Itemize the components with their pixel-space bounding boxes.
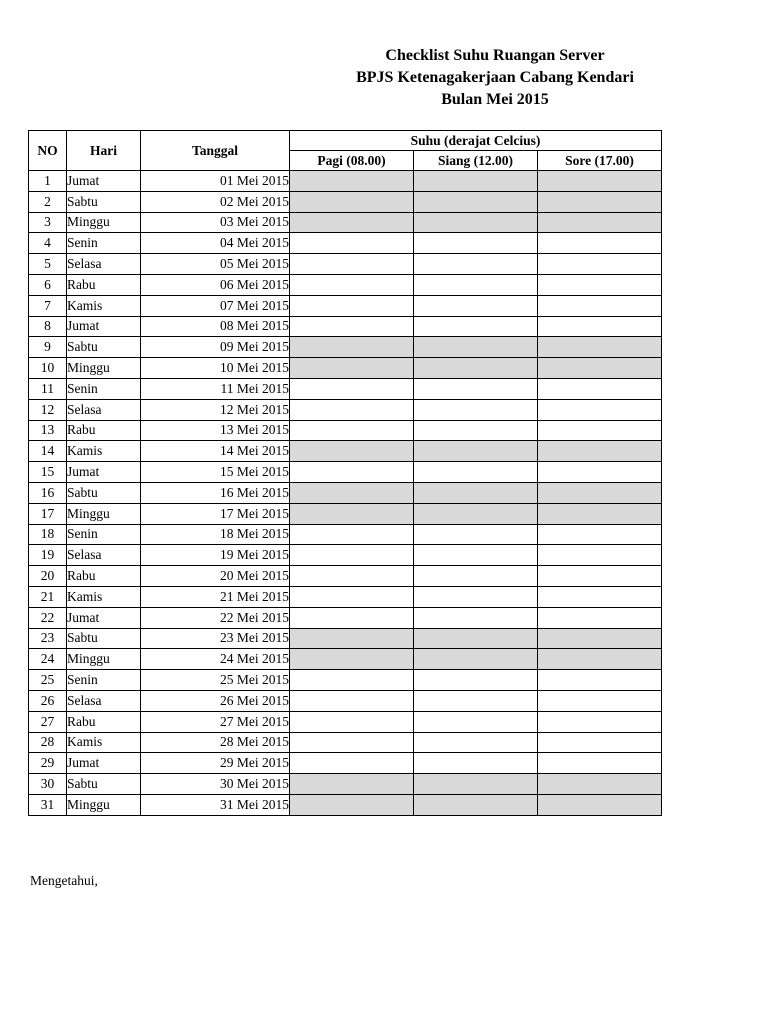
row-number: 15 [29,462,67,483]
temperature-cell-evening[interactable] [538,316,662,337]
row-number: 30 [29,774,67,795]
table-row [29,191,662,212]
row-day: Jumat [67,171,141,192]
row-number: 9 [29,337,67,358]
row-number: 28 [29,732,67,753]
row-date: 02 Mei 2015 [141,191,290,212]
temperature-cell-evening[interactable] [538,545,662,566]
row-date: 07 Mei 2015 [141,295,290,316]
temperature-cell-evening[interactable] [538,378,662,399]
table-row [29,586,662,607]
table-row [29,212,662,233]
row-number: 5 [29,254,67,275]
row-date: 09 Mei 2015 [141,337,290,358]
row-date: 30 Mei 2015 [141,774,290,795]
table-row [29,607,662,628]
temperature-cell-evening[interactable] [538,503,662,524]
temperature-cell-morning[interactable] [290,670,414,691]
row-date: 05 Mei 2015 [141,254,290,275]
row-day: Sabtu [67,337,141,358]
table-row [29,233,662,254]
temperature-cell-noon[interactable] [414,628,538,649]
row-date: 01 Mei 2015 [141,171,290,192]
temperature-cell-morning[interactable] [290,774,414,795]
temperature-cell-evening[interactable] [538,794,662,815]
row-date: 13 Mei 2015 [141,420,290,441]
row-number: 22 [29,607,67,628]
row-date: 29 Mei 2015 [141,753,290,774]
row-day: Selasa [67,254,141,275]
temperature-cell-morning[interactable] [290,524,414,545]
table-body [29,171,662,816]
row-date: 25 Mei 2015 [141,670,290,691]
row-date: 22 Mei 2015 [141,607,290,628]
table-row [29,378,662,399]
temperature-cell-evening[interactable] [538,566,662,587]
table-row [29,358,662,379]
temperature-cell-morning[interactable] [290,274,414,295]
temperature-cell-noon[interactable] [414,441,538,462]
row-number: 10 [29,358,67,379]
temperature-cell-evening[interactable] [538,628,662,649]
table-row [29,254,662,275]
row-date: 04 Mei 2015 [141,233,290,254]
table-row [29,524,662,545]
temperature-cell-noon[interactable] [414,524,538,545]
table-row [29,670,662,691]
row-number: 8 [29,316,67,337]
temperature-cell-morning[interactable] [290,171,414,192]
temperature-cell-evening[interactable] [538,337,662,358]
temperature-cell-evening[interactable] [538,774,662,795]
temperature-cell-noon[interactable] [414,399,538,420]
row-number: 17 [29,503,67,524]
row-day: Sabtu [67,628,141,649]
column-header-date: Tanggal [141,131,290,171]
temperature-cell-morning[interactable] [290,545,414,566]
column-group-temperature: Suhu (derajat Celcius) [290,131,662,151]
row-number: 14 [29,441,67,462]
temperature-cell-noon[interactable] [414,378,538,399]
temperature-cell-evening[interactable] [538,670,662,691]
row-date: 14 Mei 2015 [141,441,290,462]
table-row [29,503,662,524]
temperature-cell-morning[interactable] [290,441,414,462]
temperature-cell-morning[interactable] [290,482,414,503]
temperature-cell-evening[interactable] [538,482,662,503]
temperature-cell-noon[interactable] [414,711,538,732]
row-day: Minggu [67,649,141,670]
row-number: 11 [29,378,67,399]
temperature-cell-morning[interactable] [290,753,414,774]
temperature-cell-noon[interactable] [414,295,538,316]
row-day: Selasa [67,545,141,566]
table-row [29,420,662,441]
temperature-cell-noon[interactable] [414,607,538,628]
row-date: 31 Mei 2015 [141,794,290,815]
temperature-cell-noon[interactable] [414,420,538,441]
acknowledgement-label: Mengetahui, [30,873,98,888]
row-day: Rabu [67,711,141,732]
table-row [29,649,662,670]
row-number: 13 [29,420,67,441]
column-header-morning: Pagi (08.00) [290,151,414,171]
row-number: 24 [29,649,67,670]
temperature-cell-evening[interactable] [538,524,662,545]
table-row [29,545,662,566]
table-row [29,774,662,795]
row-day: Senin [67,378,141,399]
row-number: 31 [29,794,67,815]
temperature-cell-evening[interactable] [538,420,662,441]
table-row [29,316,662,337]
row-number: 3 [29,212,67,233]
row-day: Selasa [67,690,141,711]
row-day: Senin [67,670,141,691]
table-row [29,482,662,503]
row-day: Minggu [67,503,141,524]
row-day: Jumat [67,462,141,483]
column-header-day: Hari [67,131,141,171]
row-day: Jumat [67,316,141,337]
row-date: 06 Mei 2015 [141,274,290,295]
table-row [29,441,662,462]
temperature-log-table [28,130,662,816]
row-date: 11 Mei 2015 [141,378,290,399]
row-number: 7 [29,295,67,316]
row-date: 23 Mei 2015 [141,628,290,649]
column-header-evening: Sore (17.00) [538,151,662,171]
temperature-cell-noon[interactable] [414,337,538,358]
title-line-1: Checklist Suhu Ruangan Server [385,47,605,64]
row-day: Sabtu [67,191,141,212]
row-day: Senin [67,233,141,254]
row-day: Rabu [67,566,141,587]
temperature-cell-evening[interactable] [538,295,662,316]
temperature-cell-noon[interactable] [414,482,538,503]
temperature-cell-noon[interactable] [414,274,538,295]
temperature-cell-noon[interactable] [414,191,538,212]
row-number: 2 [29,191,67,212]
temperature-cell-noon[interactable] [414,462,538,483]
temperature-cell-morning[interactable] [290,191,414,212]
column-header-noon: Siang (12.00) [414,151,538,171]
table-row [29,628,662,649]
row-number: 1 [29,171,67,192]
row-date: 16 Mei 2015 [141,482,290,503]
table-row [29,274,662,295]
row-date: 08 Mei 2015 [141,316,290,337]
temperature-cell-evening[interactable] [538,191,662,212]
title-line-2: BPJS Ketenagakerjaan Cabang Kendari [356,69,634,86]
temperature-cell-noon[interactable] [414,649,538,670]
temperature-cell-evening[interactable] [538,441,662,462]
temperature-cell-noon[interactable] [414,503,538,524]
temperature-cell-noon[interactable] [414,670,538,691]
row-day: Kamis [67,295,141,316]
row-day: Kamis [67,441,141,462]
temperature-cell-noon[interactable] [414,753,538,774]
row-date: 17 Mei 2015 [141,503,290,524]
temperature-cell-morning[interactable] [290,649,414,670]
temperature-cell-evening[interactable] [538,462,662,483]
temperature-cell-morning[interactable] [290,212,414,233]
table-row [29,295,662,316]
temperature-cell-evening[interactable] [538,586,662,607]
temperature-cell-noon[interactable] [414,212,538,233]
row-number: 29 [29,753,67,774]
temperature-cell-morning[interactable] [290,337,414,358]
row-number: 23 [29,628,67,649]
row-day: Rabu [67,274,141,295]
temperature-cell-morning[interactable] [290,233,414,254]
temperature-cell-evening[interactable] [538,732,662,753]
temperature-cell-evening[interactable] [538,254,662,275]
row-date: 19 Mei 2015 [141,545,290,566]
temperature-cell-noon[interactable] [414,690,538,711]
row-day: Sabtu [67,774,141,795]
row-number: 27 [29,711,67,732]
temperature-cell-noon[interactable] [414,316,538,337]
temperature-cell-noon[interactable] [414,358,538,379]
row-number: 20 [29,566,67,587]
temperature-cell-morning[interactable] [290,586,414,607]
row-date: 03 Mei 2015 [141,212,290,233]
temperature-cell-morning[interactable] [290,420,414,441]
row-date: 21 Mei 2015 [141,586,290,607]
table-row [29,711,662,732]
row-number: 26 [29,690,67,711]
row-day: Minggu [67,212,141,233]
temperature-cell-morning[interactable] [290,690,414,711]
row-day: Rabu [67,420,141,441]
row-date: 27 Mei 2015 [141,711,290,732]
temperature-cell-morning[interactable] [290,462,414,483]
temperature-cell-morning[interactable] [290,628,414,649]
temperature-cell-morning[interactable] [290,254,414,275]
temperature-cell-evening[interactable] [538,358,662,379]
row-day: Jumat [67,753,141,774]
temperature-cell-noon[interactable] [414,171,538,192]
temperature-cell-evening[interactable] [538,690,662,711]
row-number: 4 [29,233,67,254]
temperature-cell-morning[interactable] [290,732,414,753]
temperature-cell-noon[interactable] [414,545,538,566]
row-date: 20 Mei 2015 [141,566,290,587]
row-number: 12 [29,399,67,420]
row-day: Minggu [67,358,141,379]
row-day: Kamis [67,732,141,753]
table-row [29,794,662,815]
row-number: 16 [29,482,67,503]
row-date: 10 Mei 2015 [141,358,290,379]
row-date: 26 Mei 2015 [141,690,290,711]
temperature-cell-morning[interactable] [290,316,414,337]
temperature-cell-noon[interactable] [414,774,538,795]
title-line-3: Bulan Mei 2015 [441,91,549,108]
temperature-cell-morning[interactable] [290,711,414,732]
temperature-cell-morning[interactable] [290,566,414,587]
table-row [29,732,662,753]
temperature-cell-evening[interactable] [538,607,662,628]
table-row [29,462,662,483]
temperature-cell-noon[interactable] [414,254,538,275]
temperature-cell-evening[interactable] [538,753,662,774]
row-date: 24 Mei 2015 [141,649,290,670]
document-title [330,45,660,111]
row-day: Kamis [67,586,141,607]
row-number: 18 [29,524,67,545]
row-day: Minggu [67,794,141,815]
row-number: 25 [29,670,67,691]
row-day: Senin [67,524,141,545]
table-row [29,690,662,711]
row-day: Sabtu [67,482,141,503]
table-row [29,399,662,420]
row-date: 18 Mei 2015 [141,524,290,545]
temperature-cell-noon[interactable] [414,732,538,753]
temperature-cell-evening[interactable] [538,212,662,233]
row-date: 15 Mei 2015 [141,462,290,483]
temperature-cell-morning[interactable] [290,399,414,420]
temperature-cell-noon[interactable] [414,586,538,607]
temperature-cell-evening[interactable] [538,233,662,254]
column-header-no: NO [29,131,67,171]
row-number: 6 [29,274,67,295]
row-number: 21 [29,586,67,607]
row-number: 19 [29,545,67,566]
temperature-cell-noon[interactable] [414,233,538,254]
temperature-cell-evening[interactable] [538,711,662,732]
temperature-cell-evening[interactable] [538,274,662,295]
temperature-cell-morning[interactable] [290,358,414,379]
table-row [29,566,662,587]
table-row [29,337,662,358]
temperature-cell-evening[interactable] [538,649,662,670]
row-day: Selasa [67,399,141,420]
row-date: 28 Mei 2015 [141,732,290,753]
temperature-cell-evening[interactable] [538,171,662,192]
row-date: 12 Mei 2015 [141,399,290,420]
temperature-cell-morning[interactable] [290,295,414,316]
table-row [29,753,662,774]
temperature-cell-morning[interactable] [290,607,414,628]
temperature-cell-morning[interactable] [290,503,414,524]
row-day: Jumat [67,607,141,628]
temperature-cell-noon[interactable] [414,794,538,815]
table-row [29,171,662,192]
temperature-cell-morning[interactable] [290,378,414,399]
temperature-cell-evening[interactable] [538,399,662,420]
temperature-cell-noon[interactable] [414,566,538,587]
temperature-cell-morning[interactable] [290,794,414,815]
